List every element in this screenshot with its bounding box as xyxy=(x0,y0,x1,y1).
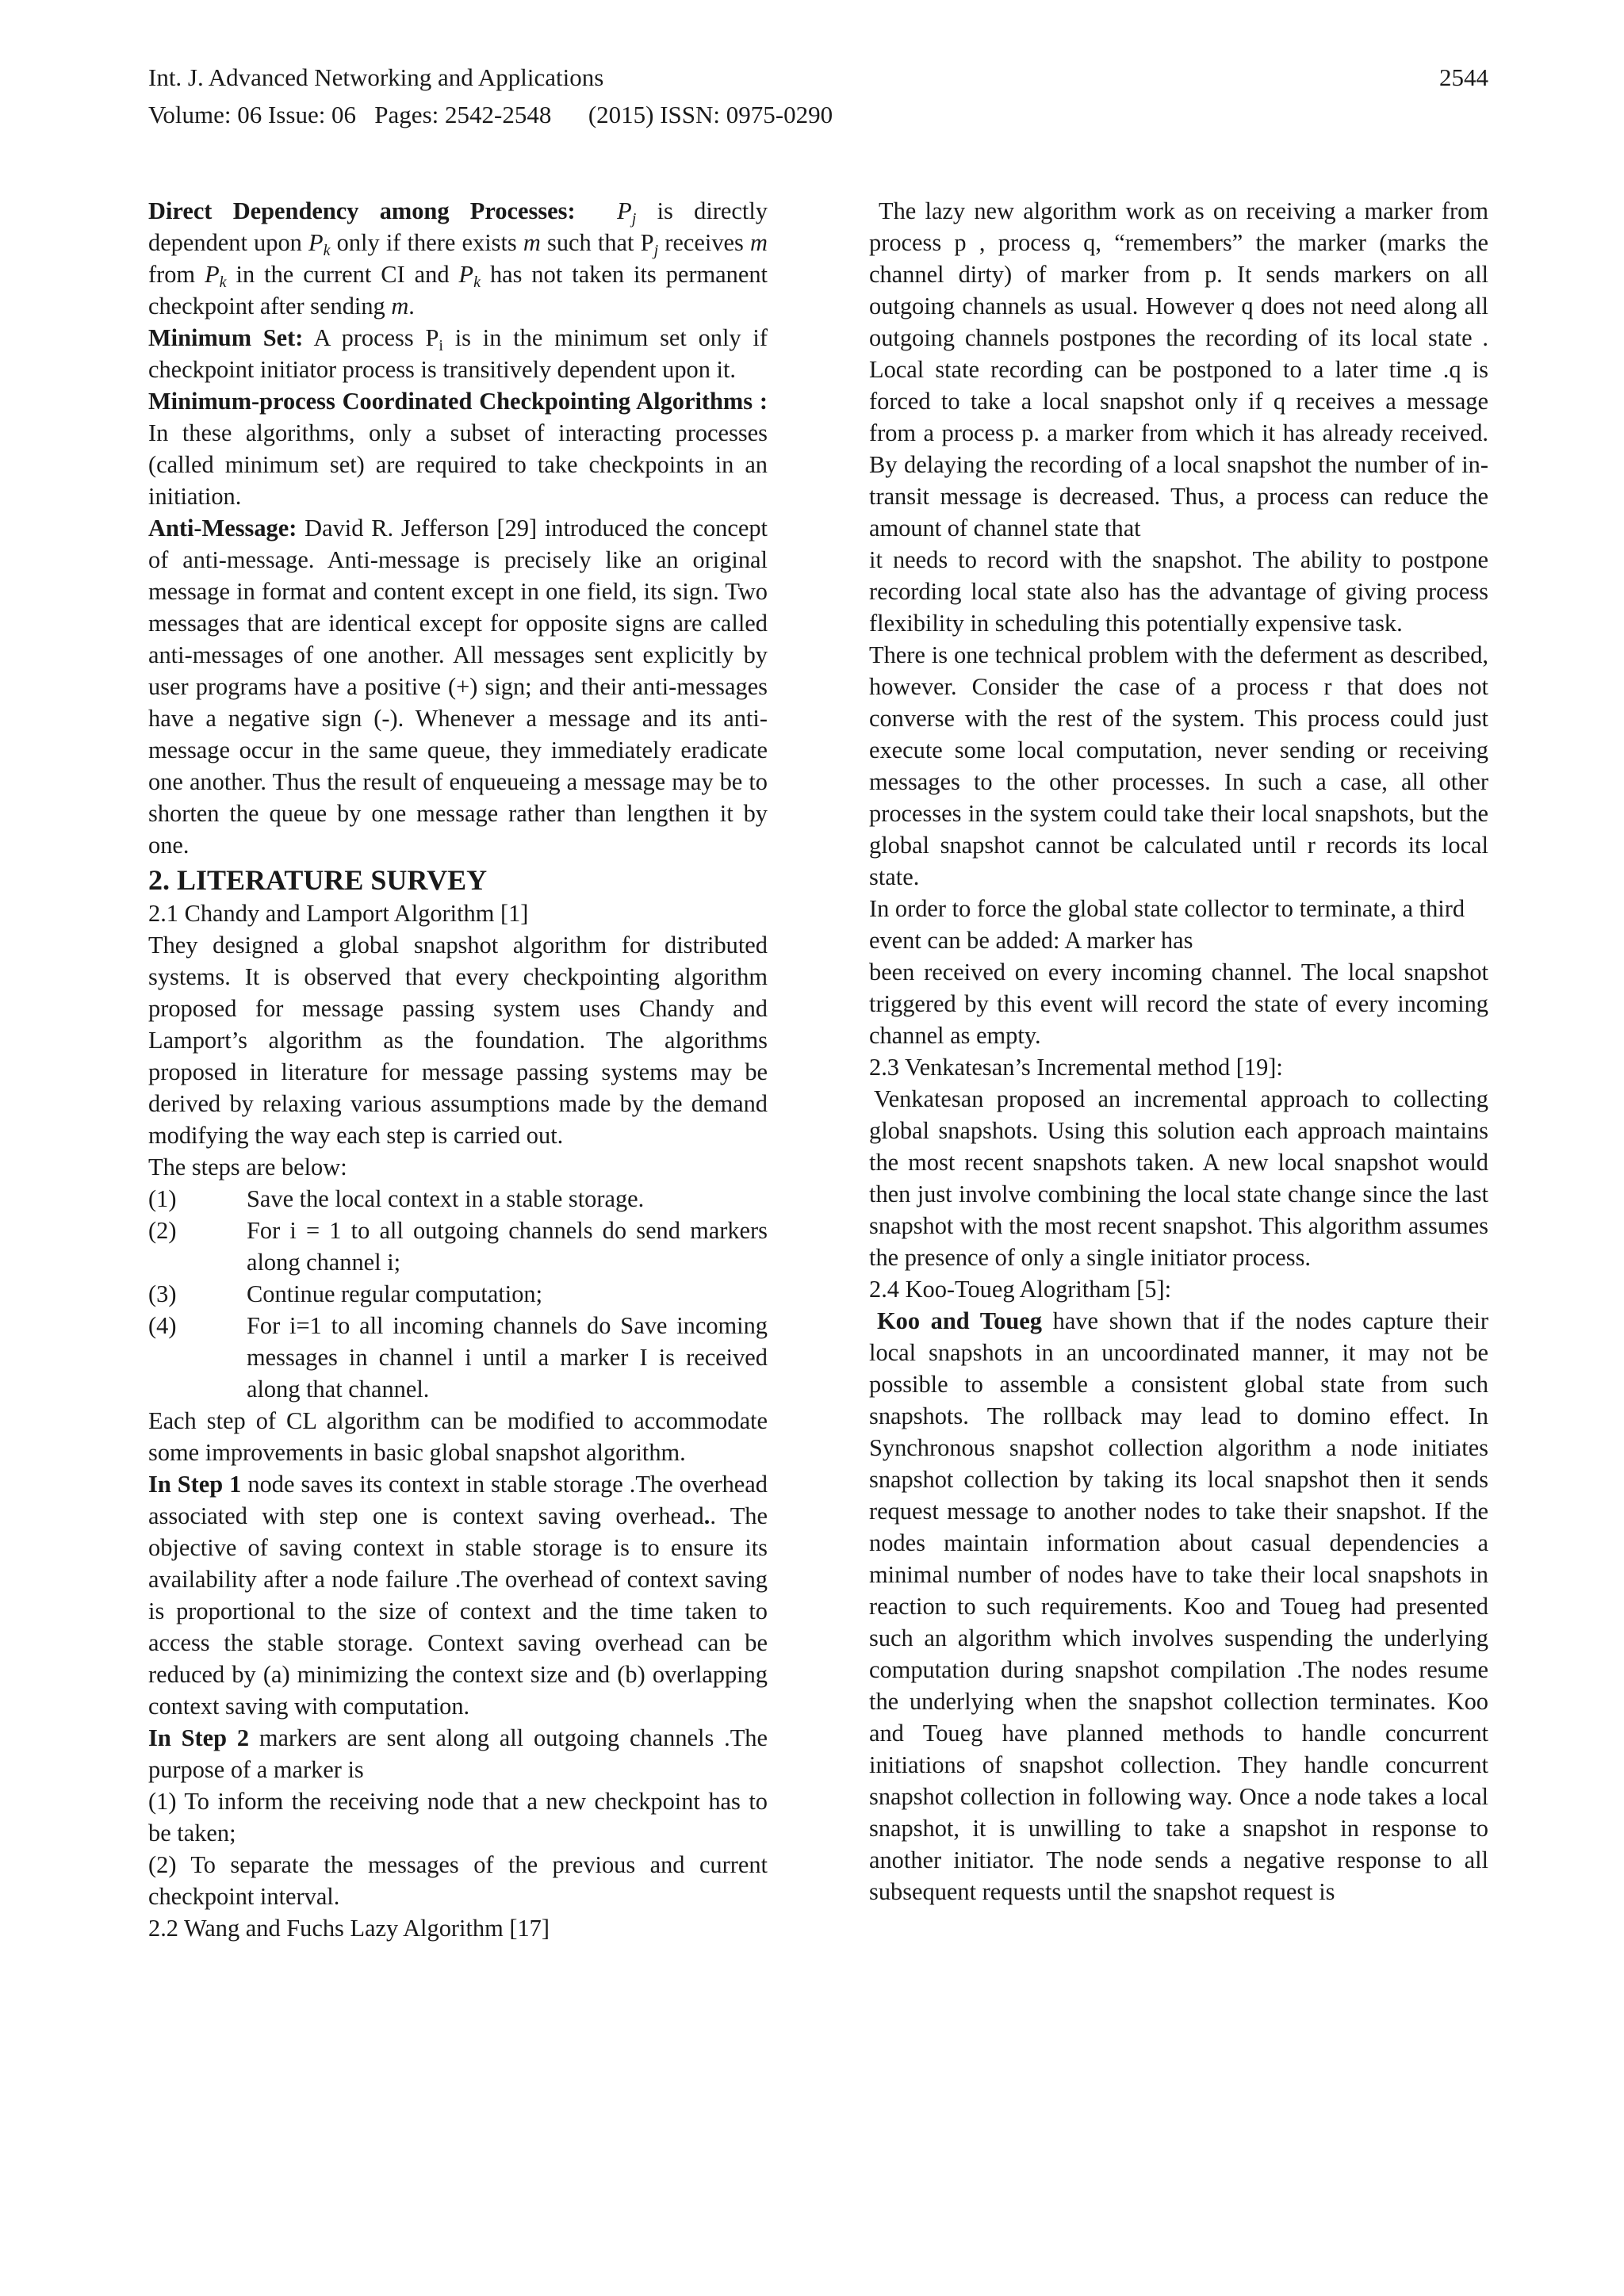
lazy-algorithm-paragraph: The lazy new algorithm work as on receiving a marker from process p , process q, “remembers” the marker (marks the channel dirty) of marker from p. It sends markers on all outgoing channels as usual. However q does not need along all outgoing channels postpones the recording of its local state . Local state recording can be postponed to a later time .q is forced to take a local snapshot only if q receives a message from a process p. a marker from which it has already received. By delaying the recording of a local snapshot the number of in- transit message is decreased. Thus, a process can reduce the amount of channel state that xyxy=(869,197,1488,541)
running-header xyxy=(148,59,1488,133)
subsection-2-4: 2.4 Koo-Toueg Alogritham [5]: xyxy=(869,1276,1172,1303)
third-event-paragraph: In order to force the global state collector to terminate, a third event can be added: A marker has xyxy=(869,895,1465,954)
minimum-set-paragraph: Minimum Set: A process $P_i$ is in the minimum set only if checkpoint initiator process is transitively dependent upon it. xyxy=(148,324,768,383)
deferment-problem-paragraph: There is one technical problem with the deferment as described, however. Consider the case of a process r that does not converse with the rest of the system. This process could just execute some local computation, never sending or receiving messages to the other processes. In such a case, all other processes in the system could take their local snapshots, but the global snapshot cannot be calculated until r records its local state. xyxy=(869,641,1488,890)
step-item: (4) For i=1 to all incoming channels do Save incoming messages in channel i until a marker I is received along that channel. xyxy=(148,1312,768,1402)
volume-line: Volume: 06 Issue: 06 Pages: 2542-2548 (2015) ISSN: 0975-0290 xyxy=(148,101,833,128)
direct-dependency-term: Direct Dependency among Processes: xyxy=(148,197,576,224)
step-1-term: In Step 1 xyxy=(148,1471,242,1498)
step-2-term: In Step 2 xyxy=(148,1724,250,1751)
page-number: 2544 xyxy=(1439,63,1488,91)
minimum-set-term: Minimum Set: xyxy=(148,324,304,351)
anti-message-term: Anti-Message: xyxy=(148,515,297,541)
step-item: (2) For i = 1 to all outgoing channels do send markers along channel i; xyxy=(148,1217,768,1276)
step-item: (3) Continue regular computation; xyxy=(148,1280,543,1307)
marker-purpose-1: (1) To inform the receiving node that a new checkpoint has to be taken; xyxy=(148,1788,768,1846)
koo-toueg-paragraph: Koo and Toueg have shown that if the nodes capture their local snapshots in an uncoordinated manner, it may not be possible to assemble a consistent global state from such snapshots. The rollback may lead to domino effect. In Synchronous snapshot collection algorithm a node initiates snapshot collection by taking its local snapshot then it sends request message to another nodes to take their snapshot. If the nodes maintain information about casual dependencies a minimal number of nodes have to take their local snapshots in reaction to such requirements. Koo and Toueg had presented such an algorithm which involves suspending the underlying computation during snapshot compilation .The nodes resume the underlying when the snapshot collection terminates. Koo and Toueg have planned methods to handle concurrent initiations of snapshot collection. They handle concurrent snapshot collection in following way. Once a node takes a local snapshot, it is unwilling to take a snapshot in response to another initiator. The node sends a negative response to all subsequent requests until the snapshot request is xyxy=(869,1307,1488,1905)
step-item: (1) Save the local context in a stable storage. xyxy=(148,1185,645,1212)
chandy-lamport-paragraph: They designed a global snapshot algorithm for distributed systems. It is observed that every checkpointing algorithm proposed for message passing system uses Chandy and Lamport’s algorithm as the foundation. The algorithms proposed in literature for message passing systems may be derived by relaxing various assumptions made by the demand modifying the way each step is carried out. xyxy=(148,932,768,1149)
anti-message-paragraph xyxy=(148,512,768,861)
minimum-process-text: In these algorithms, only a subset of interacting processes (called minimum set) are required to take checkpoints in an initiation. xyxy=(148,419,768,510)
left-column xyxy=(148,195,768,1944)
anti-message-text: David R. Jefferson [29] introduced the concept of anti-message. Anti-message is precisely like an original message in format and content except in one field, its sign. Two messages that are identical except for opposite signs are called anti-messages of one another. All messages sent explicitly by user programs have a positive (+) sign; and their anti-messages have a negative sign (-). Whenever a message and its anti-message occur in the same queue, they immediately eradicate one another. Thus the result of enqueueing a message may be to shorten the queue by one message rather than lengthen it by one. xyxy=(148,515,768,859)
marker-purpose-2: (2) To separate the messages of the previous and current checkpoint interval. xyxy=(148,1851,768,1910)
cl-modification-paragraph: Each step of CL algorithm can be modified to accommodate some improvements in basic global snapshot algorithm. xyxy=(148,1407,768,1466)
subsection-2-3: 2.3 Venkatesan’s Incremental method [19]: xyxy=(869,1054,1283,1081)
step-2-paragraph: In Step 2 markers are sent along all outgoing channels .The purpose of a marker is xyxy=(148,1724,768,1783)
section-heading-literature-survey: 2. LITERATURE SURVEY xyxy=(148,864,488,896)
journal-name: Int. J. Advanced Networking and Applications xyxy=(148,63,604,91)
koo-toueg-term: Koo and Toueg xyxy=(877,1307,1042,1334)
subsection-2-2: 2.2 Wang and Fuchs Lazy Algorithm [17] xyxy=(148,1915,550,1942)
step-1-paragraph: In Step 1 node saves its context in stable storage .The overhead associated with step one is context saving overhead.. The objective of saving context in stable storage is to ensure its availability after a node failure .The overhead of context saving is proportional to the size of context and the time taken to access the stable storage. Context saving overhead can be reduced by (a) minimizing the context size and (b) overlapping context saving with computation. xyxy=(148,1471,768,1720)
minimum-process-term: Minimum-process Coordinated Checkpointing Algorithms : xyxy=(148,388,768,415)
minimum-process-paragraph xyxy=(148,385,768,512)
venkatesan-paragraph: Venkatesan proposed an incremental approach to collecting global snapshots. Using this solution each approach maintains the most recent snapshots taken. A new local snapshot would then just involve combining the local state change since the last snapshot with the most recent snapshot. This algorithm assumes the presence of only a single initiator process. xyxy=(869,1085,1488,1271)
steps-intro: The steps are below: xyxy=(148,1154,347,1181)
right-column xyxy=(869,195,1488,1908)
lazy-algorithm-continuation: it needs to record with the snapshot. The ability to postpone recording local state also has the advantage of giving process flexibility in scheduling this potentially expensive task. xyxy=(869,546,1488,637)
direct-dependency-paragraph: Direct Dependency among Processes: $P_j$ is directly dependent upon $P_k$ only if there exists m such that $P_j$ receives m from $P_k$ in the current CI and $P_k$ has not taken its permanent checkpoint after sending m. xyxy=(148,197,768,320)
subsection-2-1: 2.1 Chandy and Lamport Algorithm [1] xyxy=(148,900,529,927)
third-event-continuation: been received on every incoming channel. The local snapshot triggered by this event will record the state of every incoming channel as empty. xyxy=(869,959,1488,1049)
